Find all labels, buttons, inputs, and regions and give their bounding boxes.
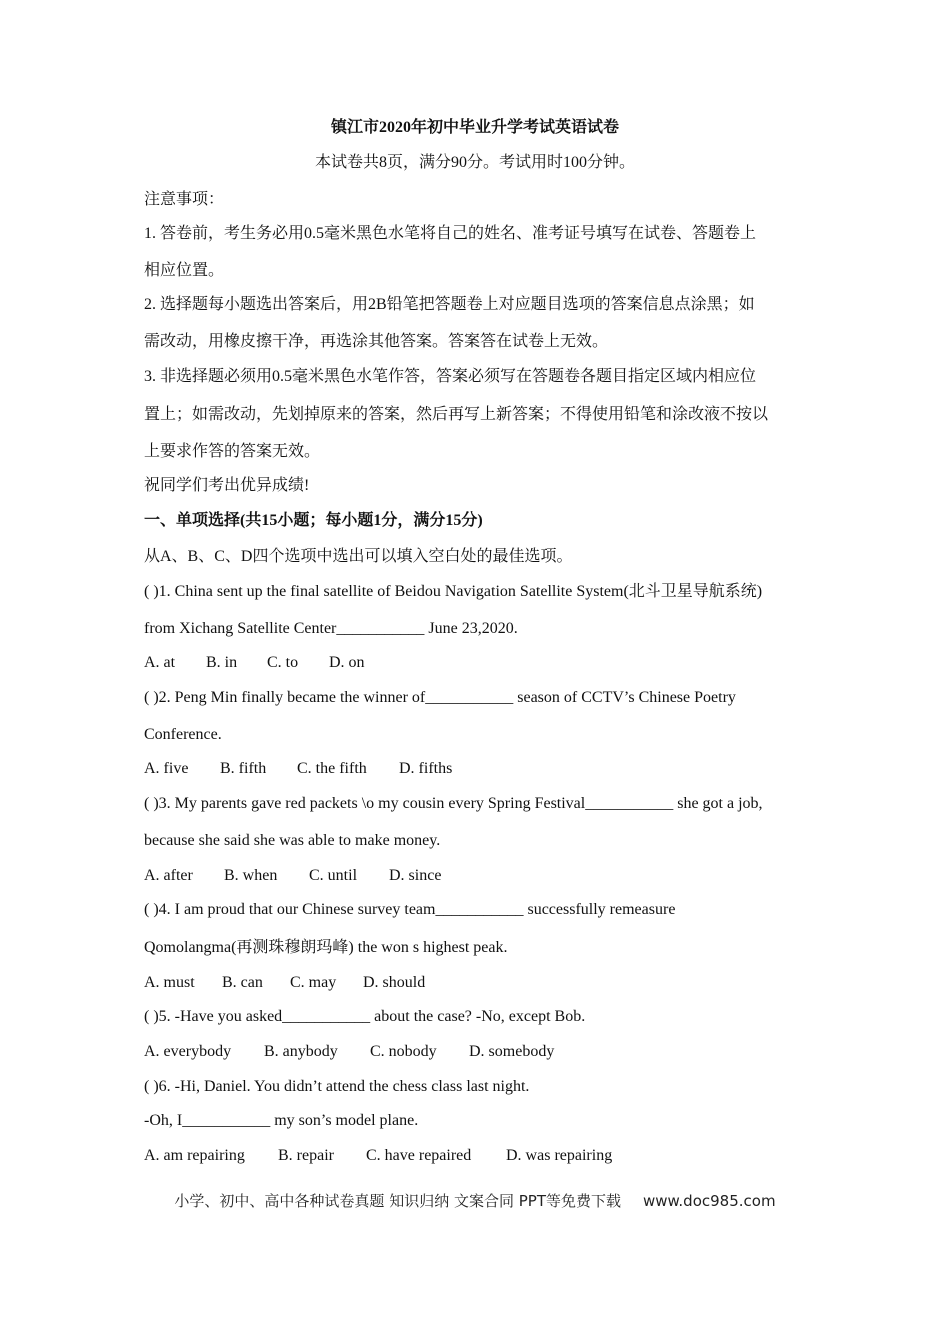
notice-line: 上要求作答的答案无效。	[144, 443, 321, 460]
question-6-options	[144, 1146, 612, 1166]
document-title: 镇江市2020年初中毕业升学考试英语试卷	[330, 119, 619, 136]
question-3-options	[144, 866, 441, 886]
question-6-line: ( )6. -Hi, Daniel. You didn’t attend the chess class last night.	[144, 1078, 530, 1095]
notice-heading: 注意事项：	[144, 191, 225, 208]
question-1-line: ( )1. China sent up the final satellite of Beidou Navigation Satellite System(北斗卫星导航系统)	[144, 583, 763, 600]
option-d: D. was repairing	[506, 1147, 613, 1164]
option-b: B. when	[224, 867, 278, 884]
notice-line: 相应位置。	[144, 262, 225, 279]
question-2-line: ( )2. Peng Min finally became the winner of___________ season of CCTV’s Chinese Poetry	[144, 689, 736, 706]
footer-site-link[interactable]: www.doc985.com	[642, 1192, 776, 1210]
option-b: B. anybody	[264, 1043, 338, 1060]
option-a: A. five	[144, 760, 189, 777]
option-a: A. am repairing	[144, 1147, 245, 1164]
option-c: C. have repaired	[366, 1147, 472, 1164]
section-instruction: 从A、B、C、D四个选项中选出可以填入空白处的最佳选项。	[144, 548, 573, 565]
notice-line: 1. 答卷前，考生务必用0.5毫米黑色水笔将自己的姓名、准考证号填写在试卷、答题卷上	[144, 225, 757, 242]
page-footer	[0, 1190, 950, 1211]
question-4-line: Qomolangma(再测珠穆朗玛峰) the won s highest peak.	[144, 939, 508, 956]
document-subtitle: 本试卷共8页，满分90分。考试用时100分钟。	[314, 154, 635, 171]
question-2-options	[144, 759, 452, 779]
option-c: C. until	[309, 867, 358, 884]
option-a: A. must	[144, 974, 195, 991]
option-c: C. the fifth	[297, 760, 367, 777]
notice-line: 置上；如需改动，先划掉原来的答案，然后再写上新答案；不得使用铅笔和涂改液不按以	[144, 406, 769, 423]
question-4-line: ( )4. I am proud that our Chinese survey team___________ successfully remeasure	[144, 901, 676, 918]
option-d: D. on	[329, 654, 365, 671]
question-1-line: from Xichang Satellite Center___________ June 23,2020.	[144, 620, 518, 637]
notice-wish: 祝同学们考出优异成绩!	[144, 477, 310, 494]
section-heading: 一、单项选择(共15小题；每小题1分，满分15分)	[144, 512, 483, 529]
question-2-line: Conference.	[144, 726, 222, 743]
question-3-line: ( )3. My parents gave red packets \o my cousin every Spring Festival___________ she got a job,	[144, 795, 763, 812]
option-d: D. should	[363, 974, 426, 991]
option-d: D. fifths	[399, 760, 453, 777]
option-c: C. to	[267, 654, 299, 671]
option-d: D. somebody	[469, 1043, 555, 1060]
option-b: B. can	[222, 974, 263, 991]
question-5-line: ( )5. -Have you asked___________ about the case? -No, except Bob.	[144, 1008, 586, 1025]
option-a: A. after	[144, 867, 193, 884]
notice-line: 3. 非选择题必须用0.5毫米黑色水笔作答，答案必须写在答题卷各题目指定区域内相应位	[144, 368, 757, 385]
option-b: B. fifth	[220, 760, 267, 777]
option-c: C. nobody	[370, 1043, 437, 1060]
notice-line: 2. 选择题每小题选出答案后，用2B铅笔把答题卷上对应题目选项的答案信息点涂黑；如	[144, 296, 755, 313]
question-6-line: -Oh, I___________ my son’s model plane.	[144, 1112, 419, 1129]
option-d: D. since	[389, 867, 442, 884]
option-b: B. in	[206, 654, 238, 671]
option-a: A. everybody	[144, 1043, 232, 1060]
question-4-options	[144, 973, 425, 993]
question-1-options	[144, 653, 365, 673]
footer-text: 小学、初中、高中各种试卷真题 知识归纳 文案合同 PPT等免费下载	[174, 1192, 621, 1210]
option-b: B. repair	[278, 1147, 334, 1164]
question-3-line: because she said she was able to make money.	[144, 832, 441, 849]
question-5-options	[144, 1042, 554, 1062]
notice-line: 需改动，用橡皮擦干净，再选涂其他答案。答案答在试卷上无效。	[144, 333, 609, 350]
option-a: A. at	[144, 654, 176, 671]
option-c: C. may	[290, 974, 337, 991]
